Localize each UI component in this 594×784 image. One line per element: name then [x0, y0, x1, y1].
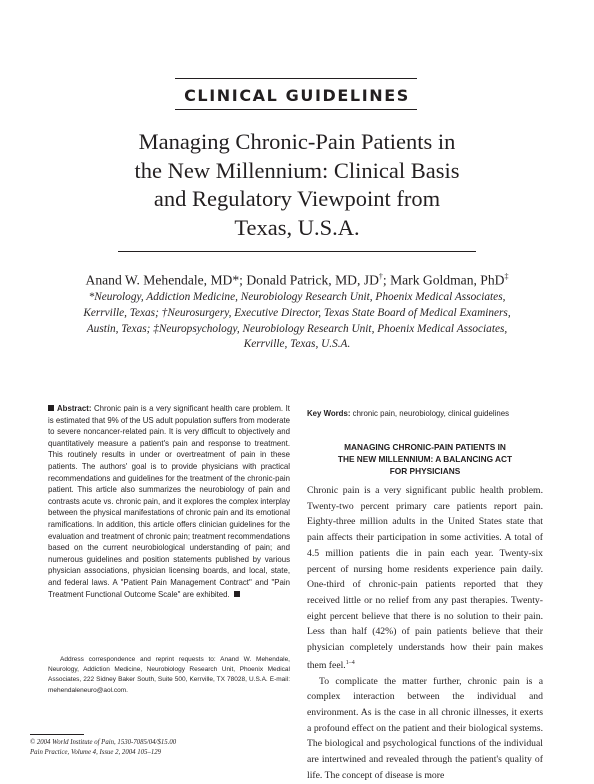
top-rule [175, 78, 417, 79]
body-paragraph: To complicate the matter further, chronic pain is a complex interaction between the individual and environment. As is the case in all chronic illnesses, it exerts a profound effect on the patient and their biological systems. The biological and psychological functions of the individual are intertwined and revealed through the patient's quality of life. The concept of disease is more [307, 675, 543, 781]
author-mark-double-dagger: ‡ [504, 272, 509, 281]
citation-line: Pain Practice, Volume 4, Issue 2, 2004 105–129 [30, 749, 162, 756]
heading-line: MANAGING CHRONIC-PAIN PATIENTS IN [344, 442, 506, 452]
abstract-label: Abstract: [57, 404, 92, 413]
article-title [60, 128, 534, 242]
title-line: Managing Chronic-Pain Patients in [138, 129, 456, 154]
author-goldman: ; Mark Goldman, PhD [382, 272, 505, 288]
author-patrick: Donald Patrick, MD, JD [246, 272, 379, 288]
author-mark-dagger: † [378, 272, 383, 281]
title-line: Texas, U.S.A. [234, 214, 360, 240]
correspondence-address: Address correspondence and reprint requests to: Anand W. Mehendale, Neurology, Addiction Medicine, Neurobiology Research Unit, Phoenix Medical Associates, 222 Sidney Baker South, Suite 500, Kerrville, TX 78028, U.S.A. E-mail: mehendaleneuro@aol.com. [48, 656, 290, 694]
key-words-label: Key Words: [307, 409, 351, 418]
title-line: the New Millennium: Clinical Basis [134, 157, 460, 183]
body-paragraph: Chronic pain is a very significant public health problem. Twenty-two percent primary care patients report pain. Eighty-three million adults in the United States state that pain affects their participation in some activities. A total of 4.5 million patients die in pain each year. Twenty-six percent of nursing home residents experience pain daily. One-third of chronic-pain patients reported that they received little or no relief from any past therapies. Twenty-eight percent believe that there is no solution to their pain. Less than half (42%) of pain patients believe that their physician completely understands how their pain makes them feel.$^{1-4}$ [307, 485, 543, 671]
end-square-icon [234, 591, 240, 597]
copyright-line: © 2004 World Institute of Pain, 1530-7085/04/$15.00 [30, 739, 177, 746]
body-text [307, 483, 543, 784]
footnote [30, 738, 292, 758]
affiliation-line: *Neurology, Addiction Medicine, Neurobiology Research Unit, Phoenix Medical Associates, [88, 291, 506, 303]
abstract [48, 403, 290, 600]
author-list [40, 268, 554, 289]
affiliation-line: Austin, Texas; ‡Neuropsychology, Neurobiology Research Unit, Phoenix Medical Associates, [86, 322, 508, 335]
section-label: CLINICAL GUIDELINES [184, 86, 410, 105]
square-bullet-icon [48, 405, 54, 411]
abstract-text: Chronic pain is a very significant health care problem. It is estimated that 9% of the US adult population suffers from moderate to severe noncancer-related pain. It is very difficult to objectively and quantitatively measure a patient's pain and response to treatment. This routinely results in under or overtreatment of pain in these patients. The authors' goal is to provide physicians with practical recommendations and guidelines for the treatment of the chronic-pain patient. This article also summarizes the neurobiology of pain and contrasts acute vs. chronic pain, and it explores the complex interplay between the physical manifestations of chronic pain and its emotional ramifications. In addition, this article offers clinician guidelines for the evaluation and treatment of chronic pain; treatment recommendations based on the current neurobiological understanding of pain; and numerous guidelines and position statements published by various physician associations, physician licensing boards, and local, state, and federal laws. A "Patient Pain Management Contract" and "Pain Treatment Functional Outcome Scale" are exhibited. [48, 404, 290, 599]
affiliation-line: Kerrville, Texas; †Neurosurgery, Executive Director, Texas State Board of Medical Examiners, [83, 306, 511, 319]
author-mehendale: Anand W. Mehendale, MD*; [85, 272, 247, 288]
footnote-rule [30, 734, 84, 735]
affiliations [40, 290, 554, 353]
section-rule [175, 109, 417, 110]
key-words [307, 408, 543, 420]
title-line: and Regulatory Viewpoint from [153, 186, 441, 211]
affiliation-line: Kerrville, Texas, U.S.A. [243, 338, 351, 351]
reference-marker: 1–4 [345, 659, 355, 666]
heading-line: FOR PHYSICIANS [389, 466, 461, 476]
section-heading [307, 441, 543, 477]
title-rule [118, 251, 476, 252]
heading-line: THE NEW MILLENNIUM: A BALANCING ACT [337, 454, 513, 464]
key-words-text: chronic pain, neurobiology, clinical guidelines [352, 409, 510, 418]
